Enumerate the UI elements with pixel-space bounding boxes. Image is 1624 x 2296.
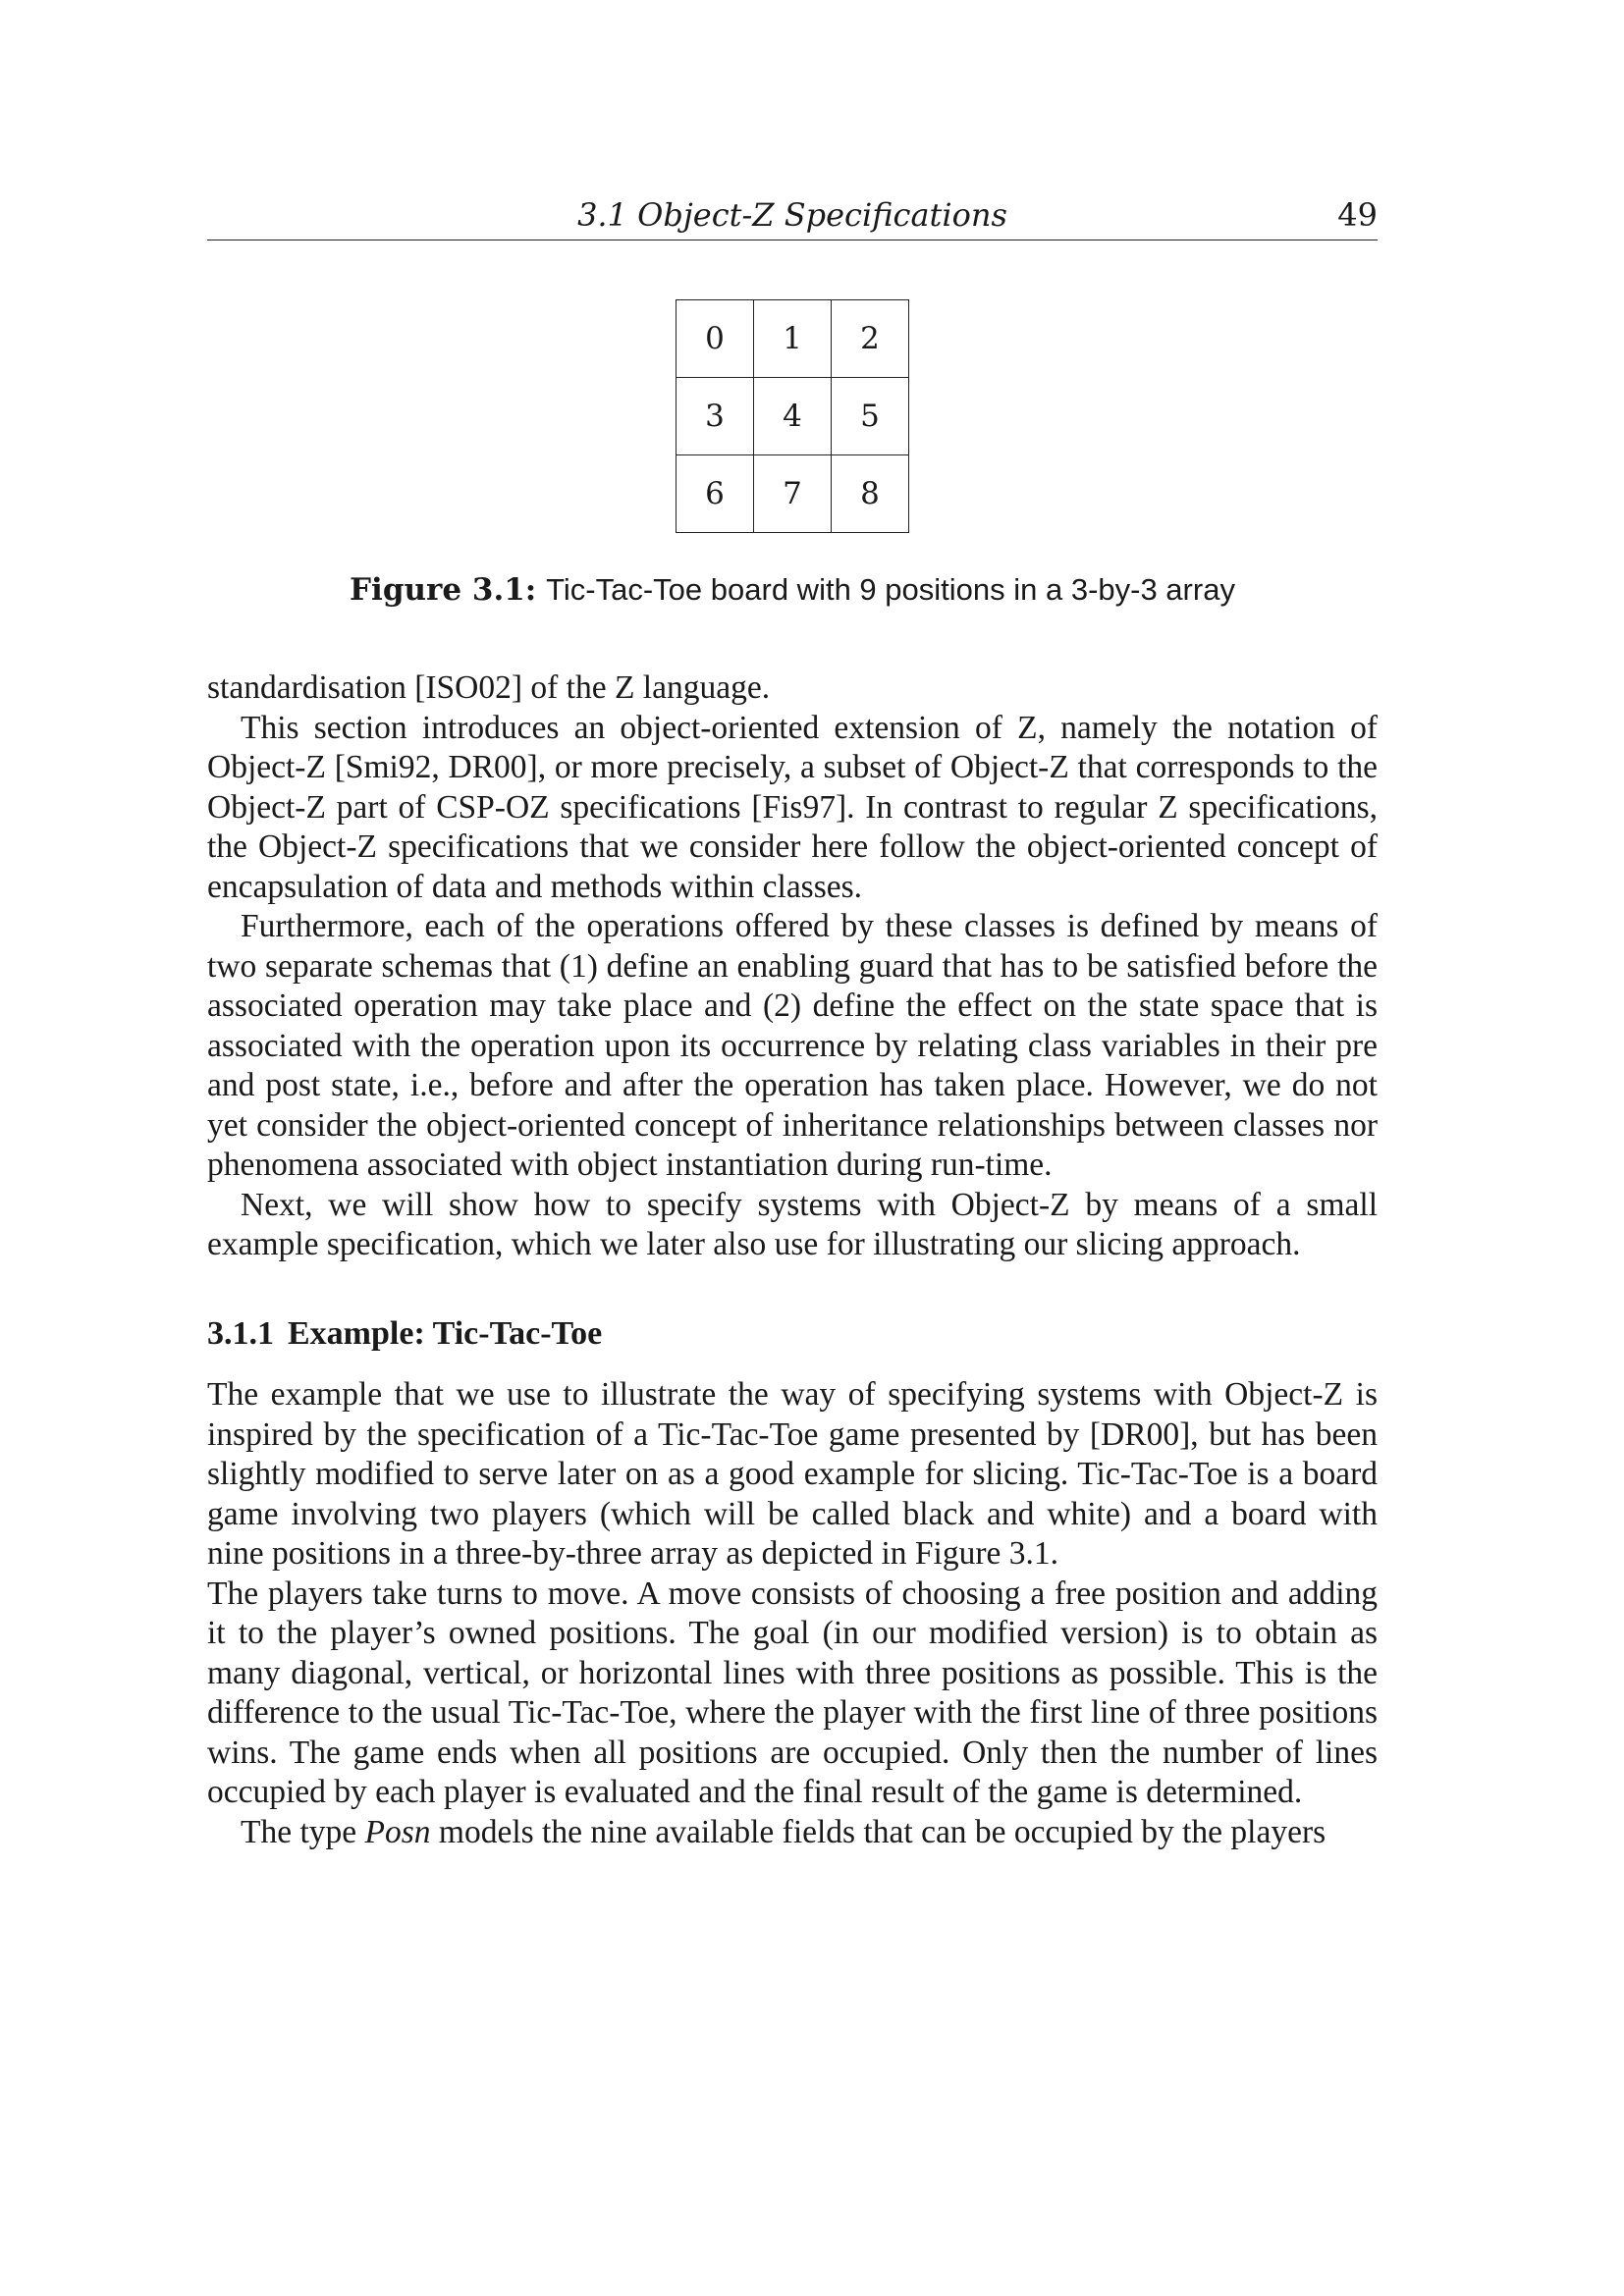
body-text — [207, 668, 1378, 1852]
paragraph-next: Next, we will show how to specify systems with Object-Z by means of a small example specification, which we later also use for illustrating our slicing approach. — [207, 1186, 1378, 1262]
figure-3-1 — [207, 299, 1378, 608]
paragraph-continuation: standardisation [ISO02] of the Z language. — [207, 669, 771, 706]
paragraph-intro: This section introduces an object-oriented extension of Z, namely the notation of Object-Z [Smi92, DR00], or more precisely, a subset of Object-Z that corresponds to the Object-Z part of CSP-OZ specifications [Fis97]. In contrast to regular Z specifications, the Object-Z specifications that we consider here follow the object-oriented concept of encapsulation of data and methods within classes. — [207, 709, 1378, 905]
posn-type-name: Posn — [364, 1813, 431, 1850]
board-cell-1: 1 — [754, 300, 832, 378]
board-cell-3: 3 — [677, 378, 754, 455]
board-cell-4: 4 — [754, 378, 832, 455]
board-cell-5: 5 — [832, 378, 909, 455]
paragraph-posn — [207, 1813, 1378, 1853]
page-number: 49 — [1337, 196, 1378, 234]
paragraph-rules: The players take turns to move. A move consists of choosing a free position and adding it to the player’s owned positions. The goal (in our modified version) is to obtain as many diagonal, vertical, or horizontal lines with three positions as possible. This is the difference to the usual Tic-Tac-Toe, where the player with the first line of three positions wins. The game ends when all positions are occupied. Only then the number of lines occupied by each player is evaluated and the final result of the game is determined. — [207, 1575, 1378, 1810]
board-cell-7: 7 — [754, 455, 832, 533]
paragraph-posn-after: models the nine available fields that can be occupied by the players — [430, 1813, 1326, 1850]
paragraph-operations: Furthermore, each of the operations offered by these classes is defined by means of two separate schemas that (1) define an enabling guard that has to be satisfied before the associated operation may take place and (2) define the effect on the state space that is associated with the operation upon its occurrence by relating class variables in their pre and post state, i.e., before and after the operation has taken place. However, we do not yet consider the object-oriented concept of inheritance relationships between classes nor phenomena associated with object instantiation during run-time. — [207, 908, 1378, 1183]
figure-caption-label: Figure 3.1: — [350, 572, 537, 608]
figure-caption — [207, 572, 1378, 608]
paragraph-example: The example that we use to illustrate the way of specifying systems with Object-Z is inspired by the specification of a Tic-Tac-Toe game presented by [DR00], but has been slightly modified to serve later on as a good example for slicing. Tic-Tac-Toe is a board game involving two players (which will be called black and white) and a board with nine positions in a three-by-three array as depicted in Figure 3.1. — [207, 1376, 1378, 1572]
subsection-title: Example: Tic-Tac-Toe — [288, 1314, 603, 1352]
board-cell-2: 2 — [832, 300, 909, 378]
running-header — [207, 196, 1378, 240]
board-cell-6: 6 — [677, 455, 754, 533]
tic-tac-toe-board — [676, 299, 909, 533]
paragraph-posn-before: The type — [241, 1813, 365, 1850]
running-header-title: 3.1 Object-Z Specifications — [577, 196, 1007, 234]
subsection-number: 3.1.1 — [207, 1314, 274, 1352]
page — [207, 196, 1378, 1852]
subsection-heading — [207, 1314, 1378, 1355]
board-cell-0: 0 — [677, 300, 754, 378]
figure-caption-text: Tic-Tac-Toe board with 9 positions in a 3-by-3 array — [546, 572, 1235, 607]
board-cell-8: 8 — [832, 455, 909, 533]
